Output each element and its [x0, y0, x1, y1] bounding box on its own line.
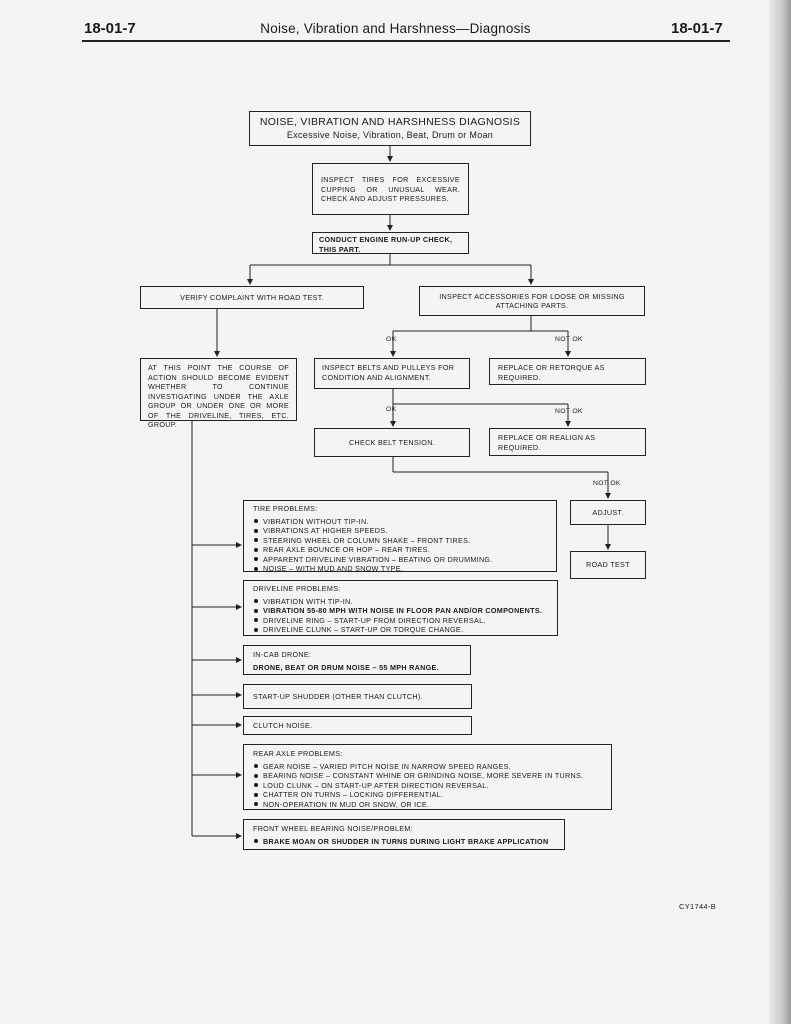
list-item: STEERING WHEEL OR COLUMN SHAKE – FRONT TIRES. [253, 536, 547, 546]
driveline-problems-box [243, 580, 558, 636]
front-wheel-bearing-heading: FRONT WHEEL BEARING NOISE/PROBLEM: [253, 824, 413, 833]
diagnosis-subtitle: Excessive Noise, Vibration, Beat, Drum or Moan [286, 129, 494, 140]
in-cab-drone-text: DRONE, BEAT OR DRUM NOISE – 55 MPH RANGE. [253, 662, 439, 672]
list-item: BRAKE MOAN OR SHUDDER IN TURNS DURING LIGHT BRAKE APPLICATION [253, 837, 555, 847]
diagnosis-title-box [249, 111, 531, 146]
adjust-box: ADJUST. [570, 500, 646, 525]
page-title: Noise, Vibration and Harshness—Diagnosis [260, 21, 531, 36]
verify-complaint-box: VERIFY COMPLAINT WITH ROAD TEST. [140, 286, 364, 309]
not-ok-label-3: NOT OK [593, 480, 621, 487]
not-ok-label-1: NOT OK [555, 336, 583, 343]
list-item: GEAR NOISE – VARIED PITCH NOISE IN NARROW SPEED RANGES. [253, 762, 602, 772]
list-item: NOISE – WITH MUD AND SNOW TYPE. [253, 564, 547, 574]
inspect-belts-box: INSPECT BELTS AND PULLEYS FOR CONDITION AND ALIGNMENT. [314, 358, 470, 389]
list-item: VIBRATION WITHOUT TIP-IN. [253, 517, 547, 527]
front-wheel-bearing-box [243, 819, 565, 850]
replace-retorque-box: REPLACE OR RETORQUE AS REQUIRED. [489, 358, 646, 385]
list-item: REAR AXLE BOUNCE OR HOP – REAR TIRES. [253, 545, 547, 555]
in-cab-drone-heading: IN-CAB DRONE: [253, 650, 312, 659]
not-ok-label-2: NOT OK [555, 408, 583, 415]
road-test-box: ROAD TEST [570, 551, 646, 579]
page-number-left: 18-01-7 [84, 20, 136, 37]
replace-realign-box: REPLACE OR REALIGN AS REQUIRED. [489, 428, 646, 456]
course-of-action-box: AT THIS POINT THE COURSE OF ACTION SHOULD BECOME EVIDENT WHETHER TO CONTINUE INVESTIGATING UNDER THE AXLE GROUP OR UNDER ONE OR MORE OF THE DRIVELINE, TIRES, ETC. GROUP. [140, 358, 297, 421]
driveline-problems-heading: DRIVELINE PROBLEMS: [253, 584, 341, 593]
list-item: LOUD CLUNK – ON START-UP AFTER DIRECTION REVERSAL. [253, 781, 602, 791]
list-item: DRIVELINE CLUNK – START-UP OR TORQUE CHANGE. [253, 625, 548, 635]
list-item: APPARENT DRIVELINE VIBRATION – BEATING OR DRUMMING. [253, 555, 547, 565]
tire-problems-heading: TIRE PROBLEMS: [253, 504, 318, 513]
rear-axle-problems-box [243, 744, 612, 810]
start-up-shudder-box: START-UP SHUDDER (OTHER THAN CLUTCH). [243, 684, 472, 709]
clutch-noise-box: CLUTCH NOISE. [243, 716, 472, 735]
ok-label-1: OK [386, 336, 397, 343]
list-item: DRIVELINE RING – START-UP FROM DIRECTION REVERSAL. [253, 616, 548, 626]
diagnosis-title: NOISE, VIBRATION AND HARSHNESS DIAGNOSIS [259, 115, 521, 128]
list-item: VIBRATION WITH TIP-IN. [253, 597, 548, 607]
figure-id: CY1744-B [679, 902, 717, 911]
inspect-accessories-box: INSPECT ACCESSORIES FOR LOOSE OR MISSING ATTACHING PARTS. [419, 286, 645, 316]
ok-label-2: OK [386, 406, 397, 413]
list-item: VIBRATIONS AT HIGHER SPEEDS. [253, 526, 547, 536]
list-item: CHATTER ON TURNS – LOCKING DIFFERENTIAL. [253, 790, 602, 800]
inspect-tires-box: INSPECT TIRES FOR EXCESSIVE CUPPING OR UNUSUAL WEAR. CHECK AND ADJUST PRESSURES. [312, 163, 469, 215]
tire-problems-box [243, 500, 557, 572]
list-item: BEARING NOISE – CONSTANT WHINE OR GRINDING NOISE, MORE SEVERE IN TURNS. [253, 771, 602, 781]
page-number-right: 18-01-7 [671, 20, 723, 37]
list-item: NON-OPERATION IN MUD OR SNOW, OR ICE. [253, 800, 602, 810]
in-cab-drone-box [243, 645, 471, 675]
check-belt-tension-box: CHECK BELT TENSION. [314, 428, 470, 457]
rear-axle-problems-heading: REAR AXLE PROBLEMS: [253, 749, 343, 758]
list-item: VIBRATION 55-80 MPH WITH NOISE IN FLOOR PAN AND/OR COMPONENTS. [253, 606, 548, 616]
engine-run-up-box: CONDUCT ENGINE RUN-UP CHECK, THIS PART. [312, 232, 469, 254]
